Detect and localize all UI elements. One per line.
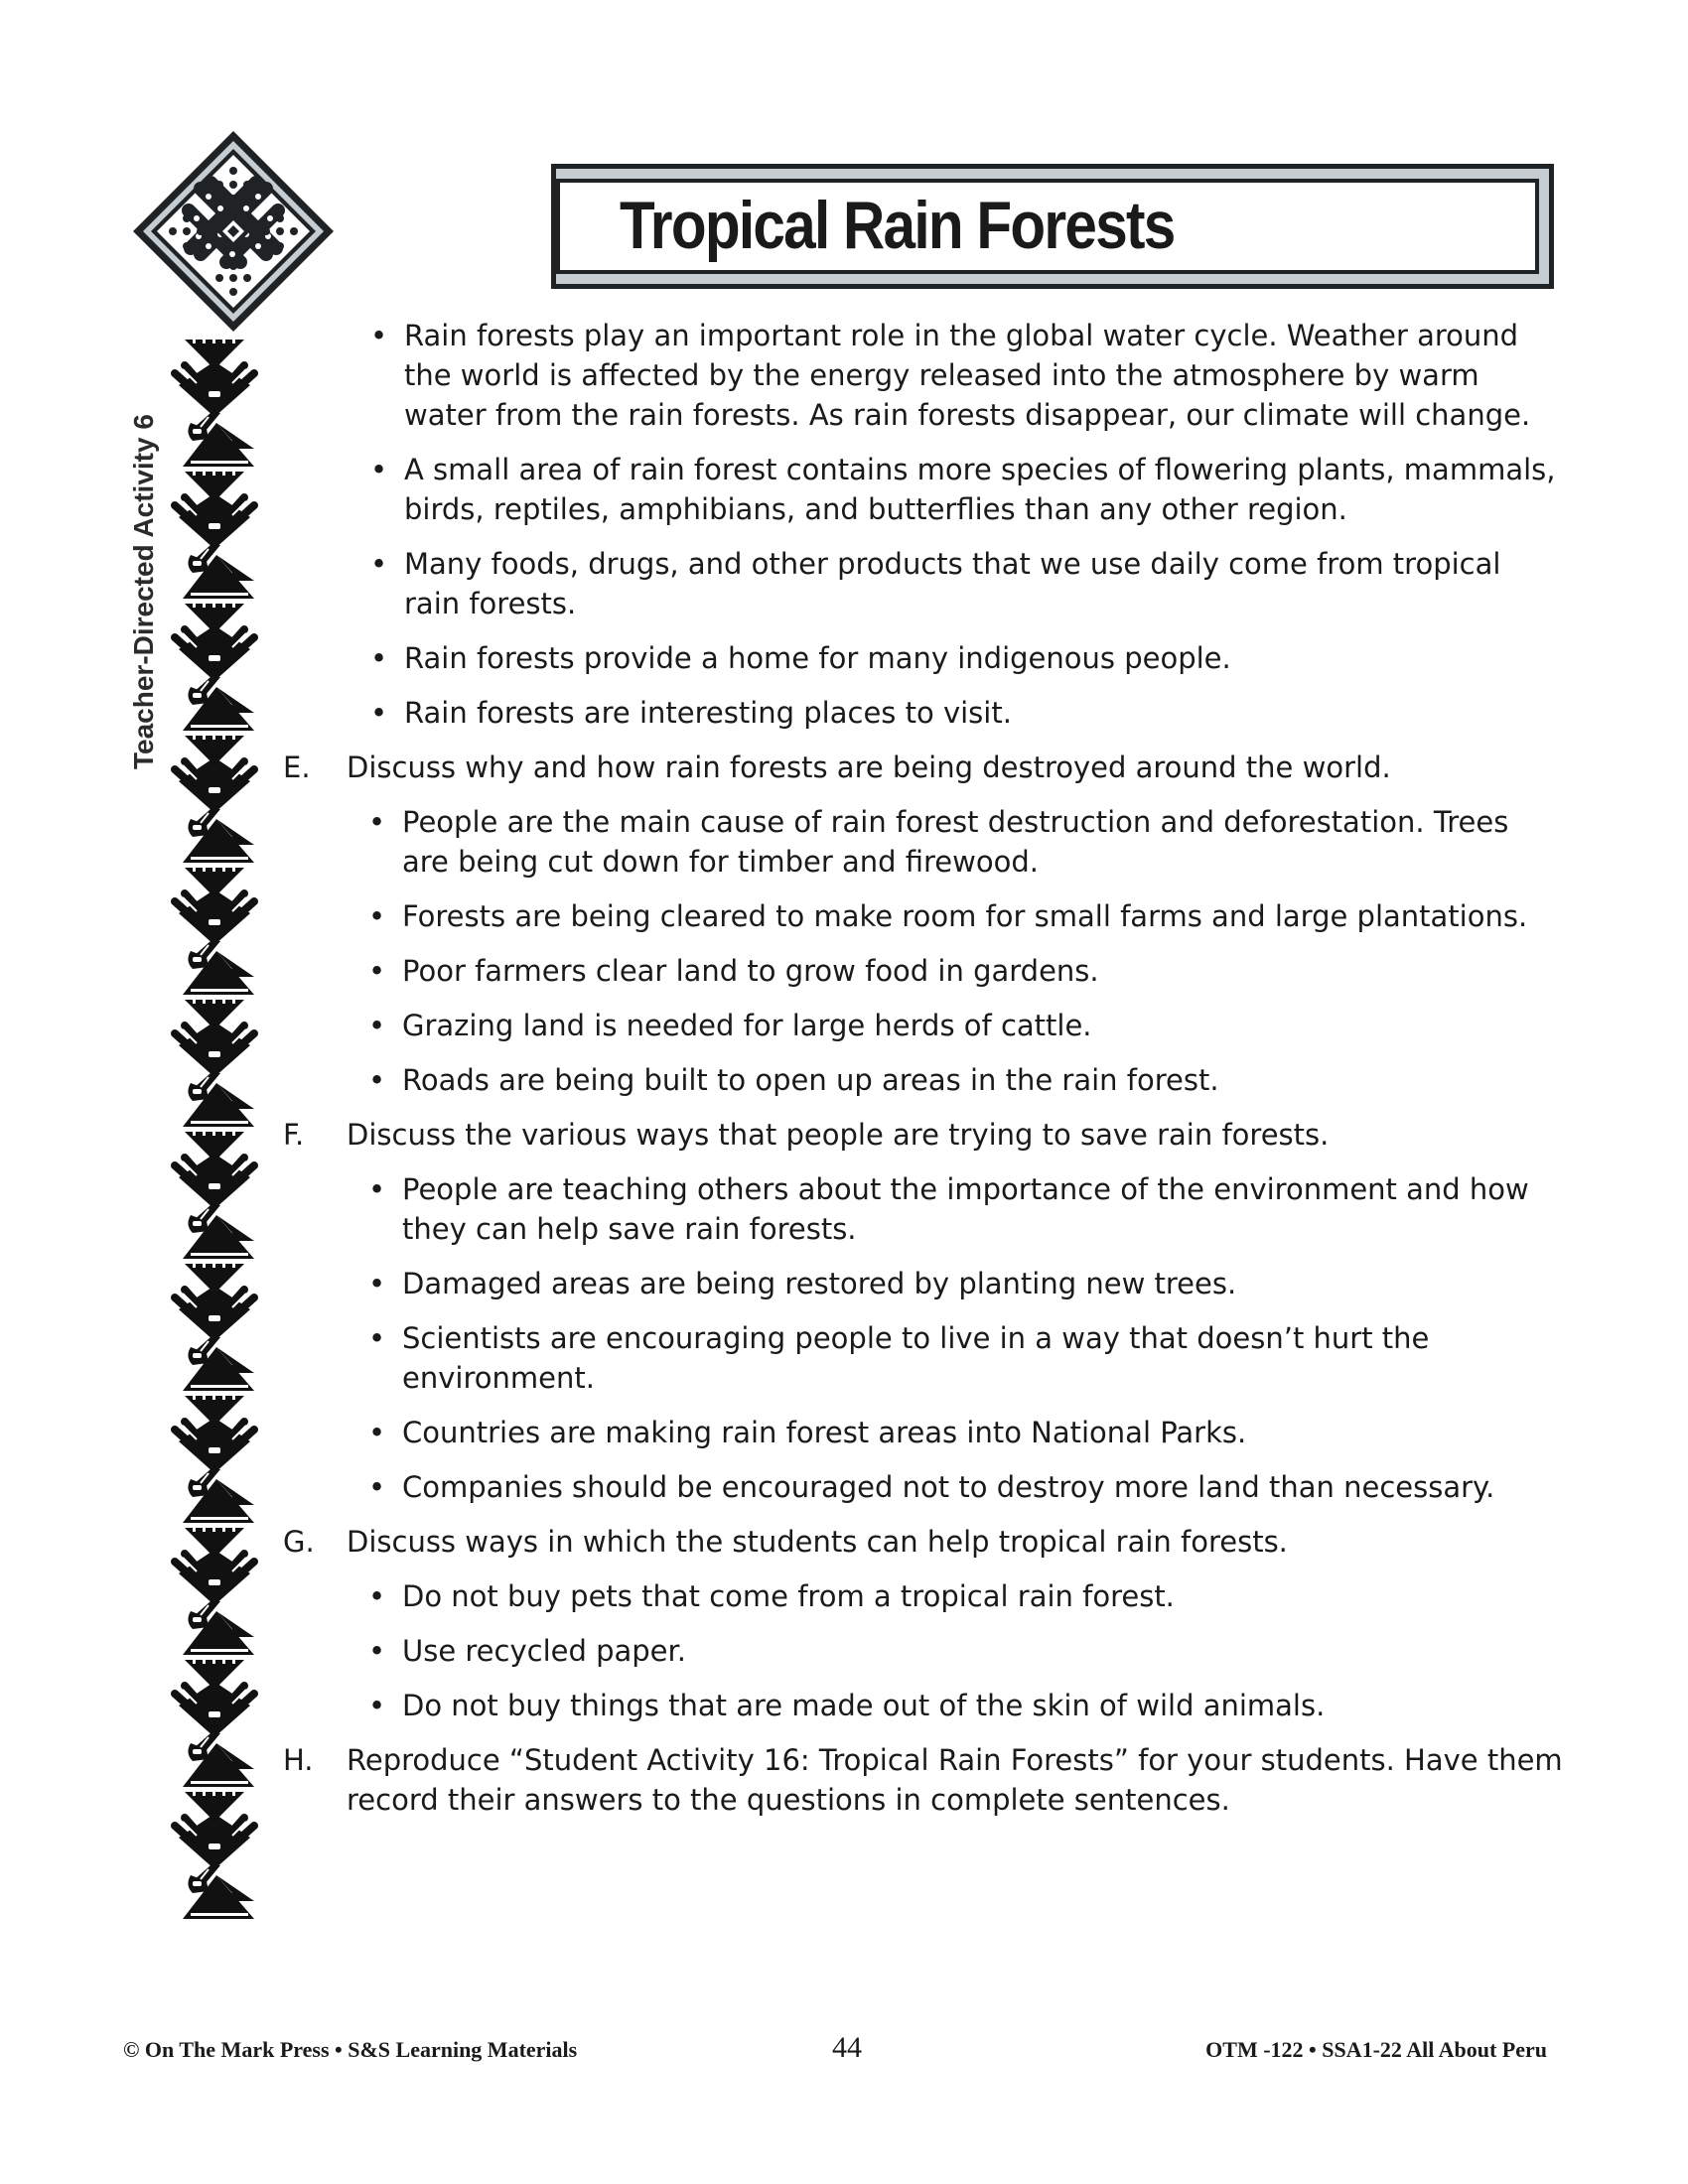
andean-bird-motif-icon	[171, 1130, 260, 1261]
bullet-icon: •	[368, 805, 386, 839]
diamond-textile-emblem-icon	[129, 127, 338, 336]
bullet-text: Countries are making rain forest areas into National Parks.	[402, 1416, 1247, 1449]
bullet-icon: •	[368, 899, 386, 933]
section-e-bullets	[283, 802, 1564, 1100]
section-text: Discuss the various ways that people are trying to save rain forests.	[347, 1118, 1330, 1152]
andean-bird-motif-icon	[171, 866, 260, 997]
andean-bird-motif-icon	[171, 470, 260, 601]
bullet-icon: •	[368, 1321, 386, 1355]
list-item	[283, 1318, 1564, 1398]
bullet-text: People are the main cause of rain forest destruction and deforestation. Trees are being cut down for timber and firewood.	[402, 805, 1509, 879]
bullet-icon: •	[368, 1172, 386, 1206]
section-letter: G.	[283, 1525, 315, 1559]
bullet-icon: •	[368, 954, 386, 988]
footer-product-code: OTM -122 • SSA1-22 All About Peru	[1205, 2037, 1547, 2062]
andean-bird-motif-icon	[171, 998, 260, 1129]
bullet-icon: •	[368, 1634, 386, 1668]
bullet-icon: •	[370, 696, 388, 730]
section-e	[283, 748, 1564, 787]
bullet-icon: •	[368, 1267, 386, 1300]
bullet-text: People are teaching others about the importance of the environment and how they can help save rain forests.	[402, 1172, 1529, 1246]
bullet-text: Use recycled paper.	[402, 1634, 687, 1668]
bullet-icon: •	[370, 453, 388, 486]
bullet-text: Grazing land is needed for large herds of cattle.	[402, 1009, 1092, 1042]
section-text: Discuss ways in which the students can help tropical rain forests.	[347, 1525, 1288, 1559]
bullet-icon: •	[368, 1689, 386, 1722]
list-item	[283, 1631, 1564, 1671]
andean-bird-motif-icon	[171, 1526, 260, 1657]
page-title: Tropical Rain Forests	[620, 188, 1175, 263]
bullet-text: A small area of rain forest contains more species of flowering plants, mammals, birds, reptiles, amphibians, and butterflies than any other region.	[404, 453, 1556, 526]
list-item	[283, 1576, 1564, 1616]
activity-side-label: Teacher-Directed Activity 6	[128, 414, 159, 769]
bullet-text: Rain forests play an important role in the global water cycle. Weather around the world is affected by the energy released into the atmosphere by warm water from the rain forests. As rain forests disappear, our climate will change.	[404, 319, 1531, 432]
bullet-icon: •	[368, 1009, 386, 1042]
list-item	[283, 1169, 1564, 1249]
bullet-text: Scientists are encouraging people to live in a way that doesn’t hurt the environment.	[402, 1321, 1430, 1395]
list-item	[283, 951, 1564, 991]
bullet-text: Do not buy things that are made out of the skin of wild animals.	[402, 1689, 1326, 1722]
bullet-text: Poor farmers clear land to grow food in gardens.	[402, 954, 1099, 988]
section-h	[283, 1740, 1564, 1820]
bullet-text: Roads are being built to open up areas in the rain forest.	[402, 1063, 1219, 1097]
bullet-icon: •	[368, 1416, 386, 1449]
footer-copyright: © On The Mark Press • S&S Learning Materials	[123, 2037, 578, 2062]
section-letter: E.	[283, 751, 311, 784]
bullet-text: Forests are being cleared to make room for small farms and large plantations.	[402, 899, 1528, 933]
bullet-icon: •	[368, 1470, 386, 1504]
andean-bird-motif-icon	[171, 1658, 260, 1789]
section-g-bullets	[283, 1576, 1564, 1725]
list-item	[283, 802, 1564, 882]
bullet-text: Companies should be encouraged not to destroy more land than necessary.	[402, 1470, 1495, 1504]
list-item	[283, 896, 1564, 936]
andean-bird-motif-icon	[171, 734, 260, 865]
andean-bird-motif-icon	[171, 1394, 260, 1525]
bullet-icon: •	[370, 547, 388, 581]
list-item	[283, 1060, 1564, 1100]
list-item	[283, 1264, 1564, 1303]
list-item	[283, 450, 1564, 529]
bullet-text: Many foods, drugs, and other products that we use daily come from tropical rain forests.	[404, 547, 1501, 620]
section-g	[283, 1522, 1564, 1562]
bullet-text: Rain forests are interesting places to visit.	[404, 696, 1012, 730]
bullet-icon: •	[370, 319, 388, 352]
list-item	[283, 1413, 1564, 1452]
bullet-icon: •	[368, 1579, 386, 1613]
bullet-text: Rain forests provide a home for many indigenous people.	[404, 641, 1231, 675]
section-text: Discuss why and how rain forests are being destroyed around the world.	[347, 751, 1391, 784]
bullet-text: Damaged areas are being restored by planting new trees.	[402, 1267, 1237, 1300]
list-item	[283, 1467, 1564, 1507]
title-banner-inner	[556, 179, 1539, 274]
section-letter: H.	[283, 1743, 314, 1777]
list-item	[283, 316, 1564, 435]
decorative-border	[171, 338, 260, 2015]
andean-bird-motif-icon	[171, 1262, 260, 1393]
section-f	[283, 1115, 1564, 1155]
page-number: 44	[832, 2031, 862, 2064]
list-item	[283, 1686, 1564, 1725]
section-letter: F.	[283, 1118, 305, 1152]
activity-content	[283, 316, 1564, 1835]
andean-bird-motif-icon	[171, 602, 260, 733]
list-item	[283, 693, 1564, 733]
bullet-text: Do not buy pets that come from a tropical rain forest.	[402, 1579, 1175, 1613]
list-item	[283, 1006, 1564, 1045]
list-item	[283, 544, 1564, 623]
bullet-icon: •	[370, 641, 388, 675]
section-f-bullets	[283, 1169, 1564, 1507]
section-text: Reproduce “Student Activity 16: Tropical Rain Forests” for your students. Have them record their answers to the questions in complete sentences.	[347, 1743, 1563, 1817]
andean-bird-motif-icon	[171, 338, 260, 469]
list-item	[283, 638, 1564, 678]
title-banner	[551, 164, 1554, 289]
bullet-icon: •	[368, 1063, 386, 1097]
intro-bullet-list	[283, 316, 1564, 733]
andean-bird-motif-icon	[171, 1790, 260, 1921]
